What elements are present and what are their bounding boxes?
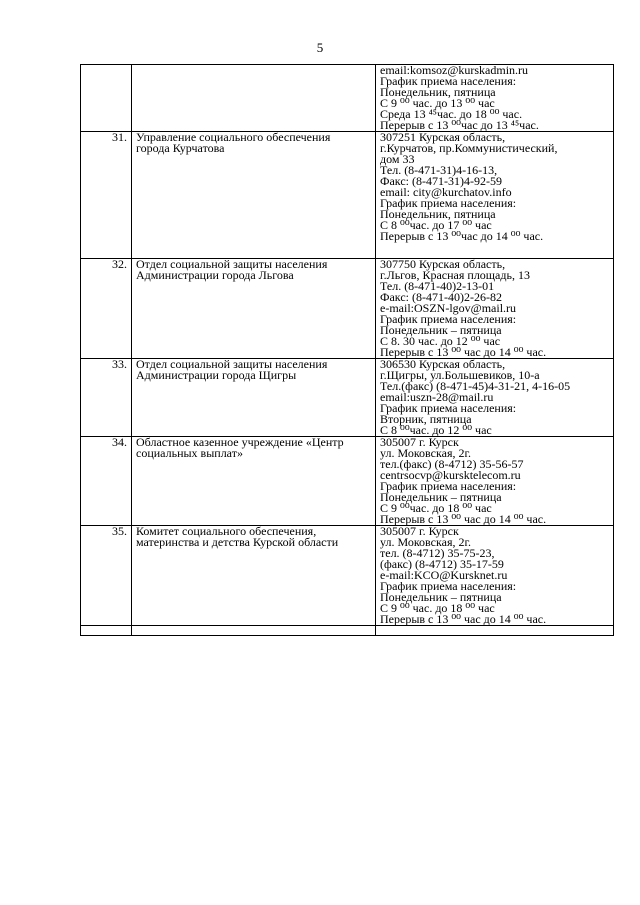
contact-line: 307251 Курская область, <box>380 130 506 144</box>
contact-line: Перерыв с 13 ⁰⁰ час до 14 ⁰⁰ час. <box>380 345 547 359</box>
agency-name-line: Отдел социальной защиты населения <box>136 357 328 371</box>
agency-name-line: Комитет социального обеспечения, <box>136 524 317 538</box>
contact-line: График приема населения: <box>380 196 517 210</box>
contact-line: График приема населения: <box>380 479 517 493</box>
row-number: 32. <box>81 259 132 359</box>
agency-name-line: Администрации города Льгова <box>136 268 294 282</box>
agency-name <box>132 359 376 437</box>
contact-line: дом 33 <box>380 152 415 166</box>
table-row <box>81 65 614 132</box>
row-number: 34. <box>81 437 132 526</box>
contact-line: 307750 Курская область, <box>380 257 506 271</box>
contact-line: Вторник, пятница <box>380 412 472 426</box>
agency-table <box>80 64 614 636</box>
contact-line: Факс: (8-471-31)4-92-59 <box>380 174 502 188</box>
contact-line: С 9 ⁰⁰ час. до 13 ⁰⁰ час <box>380 96 495 110</box>
agency-name <box>132 65 376 132</box>
agency-contact <box>376 132 614 259</box>
agency-name-line: Отдел социальной защиты населения <box>136 257 328 271</box>
table-body <box>81 65 614 636</box>
agency-contact <box>376 526 614 626</box>
row-number <box>81 626 132 636</box>
contact-line: e-mail:OSZN-lgov@mail.ru <box>380 301 517 315</box>
contact-line: Понедельник – пятница <box>380 490 502 504</box>
agency-contact <box>376 437 614 526</box>
agency-name-line: Управление социального обеспечения <box>136 130 331 144</box>
contact-line: Понедельник, пятница <box>380 85 496 99</box>
agency-name-line: Областное казенное учреждение «Центр <box>136 435 344 449</box>
contact-line: 305007 г. Курск <box>380 435 459 449</box>
table-row <box>81 526 614 626</box>
contact-line: г.Льгов, Красная площадь, 13 <box>380 268 530 282</box>
contact-line: тел. (8-4712) 35-75-23, <box>380 546 495 560</box>
agency-name <box>132 259 376 359</box>
row-number <box>81 65 132 132</box>
table-row <box>81 132 614 259</box>
contact-line: centrsocvp@kursktelecom.ru <box>380 468 521 482</box>
contact-line: Тел.(факс) (8-471-45)4-31-21, 4-16-05 <box>380 379 571 393</box>
agency-name-line: города Курчатова <box>136 141 225 155</box>
agency-contact <box>376 359 614 437</box>
page-number: 5 <box>316 40 324 55</box>
contact-line: ул. Моковская, 2г. <box>380 446 472 460</box>
contact-line: г.Курчатов, пр.Коммунистический, <box>380 141 558 155</box>
contact-line: Факс: (8-471-40)2-26-82 <box>380 290 502 304</box>
contact-line: Тел. (8-471-31)4-16-13, <box>380 163 498 177</box>
contact-line: 306530 Курская область, <box>380 357 506 371</box>
contact-line: email:komsoz@kurskadmin.ru <box>380 63 529 77</box>
contact-line: 305007 г. Курск <box>380 524 459 538</box>
contact-line: Перерыв с 13 ⁰⁰час до 14 ⁰⁰ час. <box>380 229 544 243</box>
table-row <box>81 437 614 526</box>
agency-name-line: материнства и детства Курской области <box>136 535 339 549</box>
contact-line: С 9 ⁰⁰час. до 18 ⁰⁰ час <box>380 501 492 515</box>
agency-contact <box>376 626 614 636</box>
row-number: 33. <box>81 359 132 437</box>
agency-name <box>132 526 376 626</box>
contact-line: Понедельник – пятница <box>380 590 502 604</box>
agency-name <box>132 132 376 259</box>
agency-name-line: Администрации города Щигры <box>136 368 297 382</box>
contact-line: Понедельник, пятница <box>380 207 496 221</box>
contact-line: График приема населения: <box>380 401 517 415</box>
contact-line: ул. Моковская, 2г. <box>380 535 472 549</box>
agency-contact <box>376 65 614 132</box>
contact-line: С 8 ⁰⁰час. до 12 ⁰⁰ час <box>380 423 492 437</box>
contact-line: С 8 ⁰⁰час. до 17 ⁰⁰ час <box>380 218 492 232</box>
contact-line: График приема населения: <box>380 579 517 593</box>
agency-name <box>132 437 376 526</box>
contact-line: С 9 ⁰⁰ час. до 18 ⁰⁰ час <box>380 601 495 615</box>
contact-line: Тел. (8-471-40)2-13-01 <box>380 279 495 293</box>
contact-line: email:uszn-28@mail.ru <box>380 390 494 404</box>
row-number: 31. <box>81 132 132 259</box>
contact-line: Понедельник – пятница <box>380 323 502 337</box>
agency-name-line: социальных выплат» <box>136 446 243 460</box>
table-row <box>81 359 614 437</box>
contact-line: email: city@kurchatov.info <box>380 185 512 199</box>
contact-line: График приема населения: <box>380 312 517 326</box>
row-number: 35. <box>81 526 132 626</box>
agency-name <box>132 626 376 636</box>
contact-line: Перерыв с 13 ⁰⁰ час до 14 ⁰⁰ час. <box>380 612 547 626</box>
contact-line: Перерыв с 13 ⁰⁰час до 13 ⁴⁵час. <box>380 118 539 132</box>
contact-line: г.Щигры, ул.Большевиков, 10-а <box>380 368 540 382</box>
table-row <box>81 626 614 636</box>
agency-contact <box>376 259 614 359</box>
contact-line: Перерыв с 13 ⁰⁰ час до 14 ⁰⁰ час. <box>380 512 547 526</box>
contact-line: С 8. 30 час. до 12 ⁰⁰ час <box>380 334 501 348</box>
table-row <box>81 259 614 359</box>
contact-line: (факс) (8-4712) 35-17-59 <box>380 557 504 571</box>
contact-line: Среда 13 ⁴⁵час. до 18 ⁰⁰ час. <box>380 107 523 121</box>
contact-line: тел.(факс) (8-4712) 35-56-57 <box>380 457 524 471</box>
contact-line: e-mail:KCO@Kursknet.ru <box>380 568 508 582</box>
contact-line: График приема населения: <box>380 74 517 88</box>
